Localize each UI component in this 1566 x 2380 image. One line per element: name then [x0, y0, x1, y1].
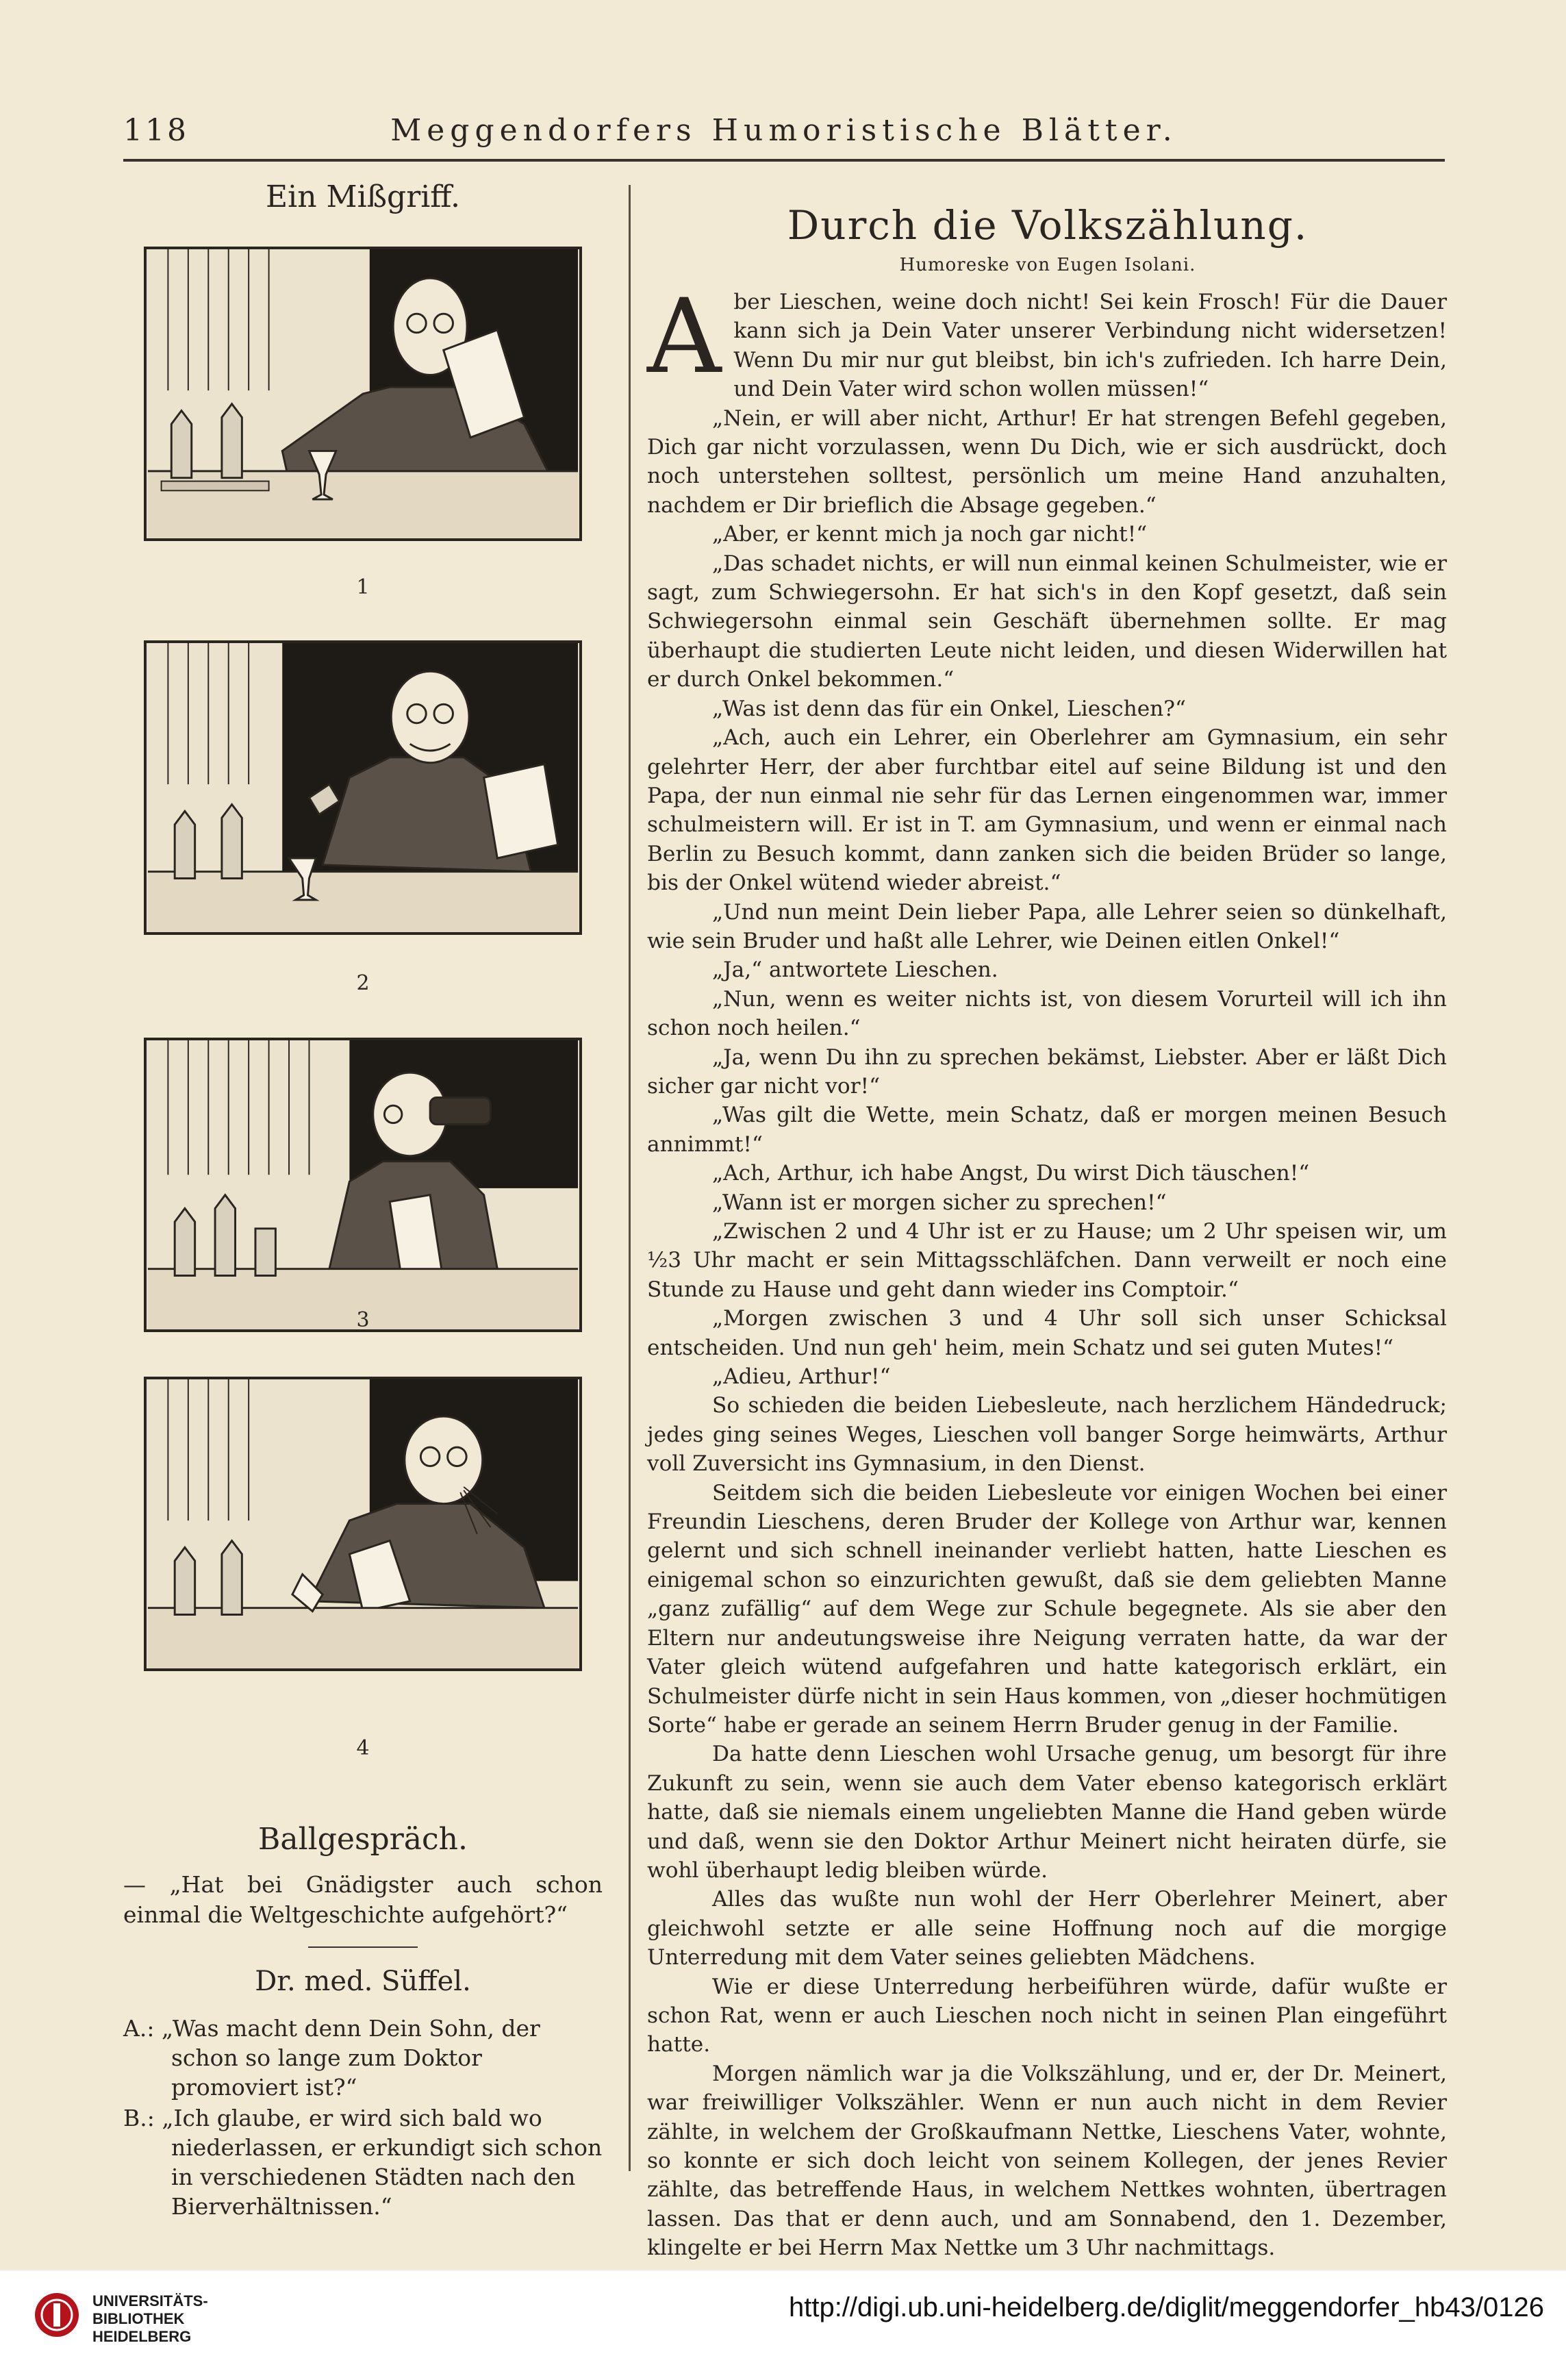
- speaker-label: A.:: [123, 2015, 155, 2042]
- story-paragraph: „Was ist denn das für ein Onkel, Lieschen?“: [712, 696, 1186, 721]
- panel-number: 2: [356, 971, 370, 995]
- library-name-line: HEIDELBERG: [92, 2328, 192, 2345]
- speaker-label: B.:: [123, 2105, 155, 2131]
- comic-panel-4: [144, 1377, 582, 1671]
- library-name-line: BIBLIOTHEK: [92, 2310, 185, 2327]
- joke-dialog-dr-med: [123, 2014, 603, 2222]
- story-subtitle: Humoreske von Eugen Isolani.: [899, 255, 1196, 275]
- story-paragraph: „Ach, Arthur, ich habe Angst, Du wirst Dich täuschen!“: [712, 1161, 1310, 1186]
- story-paragraph: „Adieu, Arthur!“: [712, 1364, 891, 1390]
- comic-title: Ein Mißgriff.: [266, 179, 460, 214]
- story-paragraph: Wie er diese Unterredung herbeiführen würde, dafür wußte er schon Rat, wenn er auch Lieschen noch nicht in seinen Plan eingeführt hatte.: [647, 1974, 1447, 2057]
- dialog-text: „Ich glaube, er wird sich bald wo niederlassen, er erkundigt sich schon in verschiedenen Städten nach den Bierverhältnissen.“: [162, 2105, 603, 2220]
- drop-cap: A: [647, 277, 722, 397]
- panel-number: 1: [356, 575, 370, 599]
- story-paragraph: „Ja,“ antwortete Lieschen.: [712, 957, 998, 983]
- story-paragraph: „Das schadet nichts, er will nun einmal keinen Schulmeister, wie er sagt, zum Schwiegersohn. Er hat sich's in den Kopf gesetzt, daß sein Schwiegersohn einmal sein Geschäft übernehmen sollte. Er mag überhaupt die studierten Leute nicht leiden, und diesen Widerwillen hat er durch Onkel bekommen.“: [647, 551, 1447, 692]
- story-paragraph: Alles das wußte nun wohl der Herr Oberlehrer Meinert, aber gleichwohl setzte er alle seine Hoffnung noch auf die morgige Unterredung mit dem Vater seines geliebten Mädchens.: [647, 1887, 1447, 1970]
- section-rule: [308, 1946, 418, 1948]
- story-paragraph: Da hatte denn Lieschen wohl Ursache genug, um besorgt für ihre Zukunft zu sein, wenn sie auch dem Vater ebenso kategorisch erklärt hatte, daß sie niemals einem ungeliebten Manne die Hand geben würde und daß, wenn sie den Doktor Arthur Meinert nicht heiraten dürfe, sie wohl überhaupt ledig bleiben würde.: [647, 1742, 1447, 1883]
- story-paragraph: „Ach, auch ein Lehrer, ein Oberlehrer am Gymnasium, ein sehr gelehrter Herr, der aber furchtbar eitel auf seine Bildung ist und den Papa, der nun einmal nie sehr für das Lernen eingenommen war, immer schulmeistern will. Er ist in T. am Gymnasium, und wenn er einmal nach Berlin zu Besuch kommt, dann zanken sich die beiden Brüder so lange, bis der Onkel wütend wieder abreist.“: [647, 725, 1447, 896]
- university-seal-icon: [33, 2291, 81, 2339]
- running-header: [123, 106, 1445, 154]
- story-paragraph: „Morgen zwischen 3 und 4 Uhr soll sich unser Schicksal entscheiden. Und nun geh' heim, mein Schatz und sei guten Mutes!“: [647, 1306, 1447, 1360]
- story-paragraph: „Zwischen 2 und 4 Uhr ist er zu Hause; um 2 Uhr speisen wir, um ½3 Uhr macht er sein Mittagsschläfchen. Dann verweilt er noch eine Stunde zu Hause und geht dann wieder ins Comptoir.“: [647, 1219, 1447, 1302]
- joke-text-ballgespraech: — „Hat bei Gnädigster auch schon einmal die Weltgeschichte aufgehört?“: [123, 1871, 603, 1928]
- panel-2-illustration: [147, 643, 579, 932]
- story-title: Durch die Volkszählung.: [787, 202, 1309, 249]
- story-paragraph: „Wann ist er morgen sicher zu sprechen!“: [712, 1190, 1167, 1215]
- story-paragraph: Seitdem sich die beiden Liebesleute vor einigen Wochen bei einer Freundin Lieschens, deren Bruder der Kollege von Arthur war, kennen gelernt und sich schnell ineinander verliebt hatten, hatte Lieschen es einigemal schon so einzurichten gewußt, daß sie dem geliebten Manne „ganz zufällig“ auf dem Wege zur Schule begegnete. Als sie aber den Eltern nur andeutungsweise ihre Neigung verraten hatte, da war der Vater gleich wütend aufgefahren und hatte kategorisch erklärt, ein Schulmeister dürfe nicht in sein Haus kommen, von „dieser hochmütigen Sorte“ habe er gerade an seinem Herrn Bruder genug in der Familie.: [647, 1480, 1447, 1738]
- story-paragraph: „Ja, wenn Du ihn zu sprechen bekämst, Liebster. Aber er läßt Dich sicher gar nicht vor!“: [647, 1044, 1447, 1099]
- header-rule: [123, 159, 1445, 162]
- panel-number: 4: [356, 1736, 370, 1760]
- panel-4-illustration: [147, 1379, 579, 1668]
- comic-panel-2: [144, 640, 582, 935]
- story-paragraph: „Nun, wenn es weiter nichts ist, von diesem Vorurteil will ich ihn schon noch heilen.“: [647, 986, 1447, 1041]
- journal-title: Meggendorfers Humoristische Blätter.: [390, 113, 1178, 148]
- joke-title-ballgespraech: Ballgespräch.: [258, 1822, 468, 1857]
- page-number: 118: [123, 113, 189, 148]
- library-name-line: UNIVERSITÄTS-: [92, 2292, 208, 2309]
- dialog-text: „Was macht denn Dein Sohn, der schon so lange zum Doktor promoviert ist?“: [161, 2015, 540, 2101]
- story-paragraph: [647, 277, 1447, 404]
- library-name: [92, 2292, 208, 2346]
- story-paragraph: So schieden die beiden Liebesleute, nach herzlichem Händedruck; jedes ging seines Weges, Lieschen voll banger Sorge heimwärts, Arthur voll Zuversicht ins Gymnasium, in den Dienst.: [647, 1393, 1447, 1477]
- viewer-footer: [0, 2270, 1566, 2380]
- panel-3-illustration: [147, 1040, 579, 1329]
- dialog-line: [123, 2103, 603, 2221]
- story-paragraph: „Nein, er will aber nicht, Arthur! Er hat strengen Befehl gegeben, Dich gar nicht vorzulassen, wenn Du Dich, wie er sich ausdrückt, doch noch unterstehen solltest, persönlich um meine Hand anzuhalten, nachdem er Dir brieflich die Absage gegeben.“: [647, 405, 1447, 518]
- paragraph-text: ber Lieschen, weine doch nicht! Sei kein Frosch! Für die Dauer kann sich ja Dein Vater unserer Verbindung nicht widersetzen! Wenn Du mir nur gut bleibst, bin ich's zufrieden. Ich harre Dein, und Dein Vater wird schon wollen müssen!“: [733, 290, 1447, 402]
- story-paragraph: „Aber, er kennt mich ja noch gar nicht!“: [712, 522, 1148, 547]
- dialog-line: [123, 2014, 603, 2102]
- joke-title-dr-med: Dr. med. Süffel.: [255, 1966, 471, 1997]
- source-url-link[interactable]: http://digi.ub.uni-heidelberg.de/diglit/meggendorfer_hb43/0126: [788, 2292, 1544, 2322]
- story-paragraph: „Und nun meint Dein lieber Papa, alle Lehrer seien so dünkelhaft, wie sein Bruder und haßt alle Lehrer, wie Deinen eitlen Onkel!“: [647, 899, 1447, 953]
- column-divider: [629, 185, 631, 2171]
- comic-panel-3: [144, 1038, 582, 1332]
- story-body: [647, 277, 1447, 2263]
- panel-1-illustration: [147, 249, 579, 538]
- panel-number: 3: [356, 1308, 370, 1332]
- story-paragraph: Morgen nämlich war ja die Volkszählung, und er, der Dr. Meinert, war freiwilliger Volkszähler. Wenn er nun auch nicht in dem Revier zählte, in welchem der Großkaufmann Nettke, Lieschens Vater, wohnte, so konnte er sich doch leicht von seinem Kollegen, der jenes Revier zählte, das betreffende Haus, in welchem Nettkes wohnten, übertragen lassen. Das that er denn auch, und am Sonnabend, den 1. Dezember, klingelte er bei Herrn Max Nettke um 3 Uhr nachmittags.: [647, 2061, 1447, 2261]
- story-paragraph: „Was gilt die Wette, mein Schatz, daß er morgen meinen Besuch annimmt!“: [647, 1103, 1447, 1157]
- comic-panel-1: [144, 247, 582, 541]
